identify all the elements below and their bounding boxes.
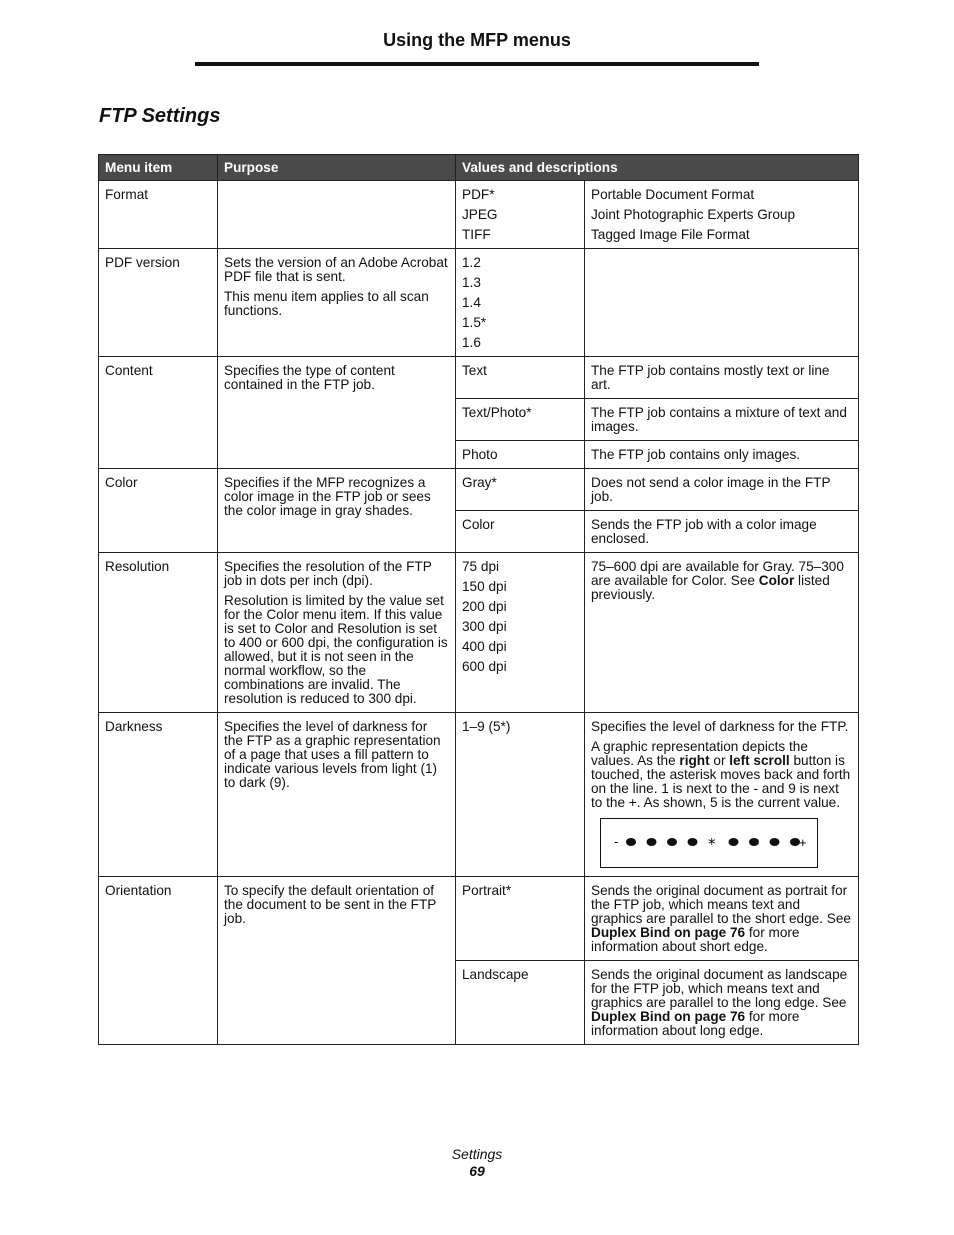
description-text: 75–600 dpi are available for Gray. 75–300 are available for Color. See [591, 559, 844, 588]
scale-current-asterisk: * [708, 835, 716, 853]
menu-item-resolution: Resolution [99, 553, 218, 713]
menu-item-format: Format [99, 181, 218, 249]
scale-dot [626, 838, 636, 846]
descriptions-cell [585, 181, 859, 249]
purpose-text: Resolution is limited by the value set for the Color menu item. If this value is set to Color and Resolution is set to 400 or 600 dpi, the configuration is allowed, but it is not seen in the normal workflow, so the combinations are invalid. The resolution is reduced to 300 dpi. [224, 593, 448, 706]
value: Gray* [456, 469, 585, 511]
scale-dot [688, 838, 698, 846]
ftp-settings-table [98, 154, 859, 1045]
value: 1.3 [462, 275, 481, 290]
duplex-bind-reference: Duplex Bind on page 76 [591, 925, 746, 940]
value: JPEG [462, 207, 498, 222]
description: Tagged Image File Format [591, 227, 750, 242]
purpose-cell: To specify the default orientation of the document to be sent in the FTP job. [218, 877, 456, 1045]
description [585, 553, 859, 713]
description-text: Specifies the level of darkness for the FTP. [591, 719, 849, 734]
values-cell [456, 249, 585, 357]
descriptions-cell [585, 249, 859, 357]
descriptions-cell [585, 713, 859, 877]
value: 400 dpi [462, 639, 507, 654]
page-number: 69 [469, 1163, 485, 1179]
footer-section: Settings [451, 1146, 503, 1162]
menu-item-content: Content [99, 357, 218, 469]
table-row [99, 877, 859, 961]
scale-plus-label: + [799, 835, 807, 850]
purpose-cell [218, 249, 456, 357]
value: 1.4 [462, 295, 481, 310]
description-text: listed previously. [591, 573, 830, 602]
darkness-scale-svg [601, 819, 817, 866]
values-cell [456, 553, 585, 713]
description: The FTP job contains mostly text or line art. [585, 357, 859, 399]
purpose-cell: Specifies the type of content contained in the FTP job. [218, 357, 456, 469]
values-cell [456, 181, 585, 249]
description: Sends the FTP job with a color image enclosed. [585, 511, 859, 553]
scale-dot [647, 838, 657, 846]
value: 1–9 (5*) [456, 713, 585, 877]
table-row [99, 181, 859, 249]
purpose-cell: Specifies if the MFP recognizes a color image in the FTP job or sees the color image in gray shades. [218, 469, 456, 553]
value: Landscape [456, 961, 585, 1045]
menu-item-orientation: Orientation [99, 877, 218, 1045]
purpose-cell [218, 553, 456, 713]
description: Sends the original document as portrait for the FTP job, which means text and graphics are parallel to the short edge. See Duplex Bind on page 76 for more information about short edge. [585, 877, 859, 961]
value: 200 dpi [462, 599, 507, 614]
description: Joint Photographic Experts Group [591, 207, 796, 222]
value: Color [456, 511, 585, 553]
menu-item-darkness: Darkness [99, 713, 218, 877]
table-row [99, 357, 859, 399]
scale-dot [667, 838, 677, 846]
table-row [99, 469, 859, 511]
table-row [99, 713, 859, 877]
duplex-bind-reference: Duplex Bind on page 76 [591, 1009, 746, 1024]
header-menu-item: Menu item [99, 155, 218, 181]
value: 600 dpi [462, 659, 507, 674]
scale-dot [749, 838, 759, 846]
value: 300 dpi [462, 619, 507, 634]
scale-dot [770, 838, 780, 846]
table-header-row [99, 155, 859, 181]
menu-item-pdf-version: PDF version [99, 249, 218, 357]
section-title: FTP Settings [99, 105, 221, 127]
value: 1.5* [462, 315, 487, 330]
description-text: A graphic representation depicts the values. As the right or left scroll button is touched, the asterisk moves back and forth on the line. 1 is next to the - and 9 is next to the +. As shown, 5 is the current value. [591, 739, 851, 810]
purpose-cell: Specifies the level of darkness for the FTP as a graphic representation of a page that uses a fill pattern to indicate various levels from light (1) to dark (9). [218, 713, 456, 877]
value: Text/Photo* [456, 399, 585, 441]
value: 75 dpi [462, 559, 500, 574]
value: Photo [456, 441, 585, 469]
value: PDF* [462, 187, 495, 202]
header-rule [195, 62, 759, 66]
purpose-text: This menu item applies to all scan functions. [224, 289, 429, 318]
color-reference: Color [758, 573, 795, 588]
value: Portrait* [456, 877, 585, 961]
darkness-scale-graphic [600, 818, 818, 868]
value: Text [456, 357, 585, 399]
description: Sends the original document as landscape for the FTP job, which means text and graphics are parallel to the long edge. See Duplex Bind on page 76 for more information about long edge. [585, 961, 859, 1045]
value: 150 dpi [462, 579, 507, 594]
description: The FTP job contains a mixture of text and images. [585, 399, 859, 441]
scale-minus-label: - [614, 834, 619, 849]
description: Does not send a color image in the FTP job. [585, 469, 859, 511]
running-header: Using the MFP menus [383, 30, 571, 50]
value: TIFF [462, 227, 491, 242]
header-values: Values and descriptions [456, 155, 859, 181]
table-row [99, 249, 859, 357]
value: 1.2 [462, 255, 481, 270]
scale-dot [729, 838, 739, 846]
purpose-text: Specifies the resolution of the FTP job in dots per inch (dpi). [224, 559, 432, 588]
header-purpose: Purpose [218, 155, 456, 181]
description: Portable Document Format [591, 187, 755, 202]
value: 1.6 [462, 335, 481, 350]
purpose-cell [218, 181, 456, 249]
page-footer [0, 1146, 954, 1179]
menu-item-color: Color [99, 469, 218, 553]
table-row [99, 553, 859, 713]
purpose-text: Sets the version of an Adobe Acrobat PDF file that is sent. [224, 255, 448, 284]
description: The FTP job contains only images. [585, 441, 859, 469]
